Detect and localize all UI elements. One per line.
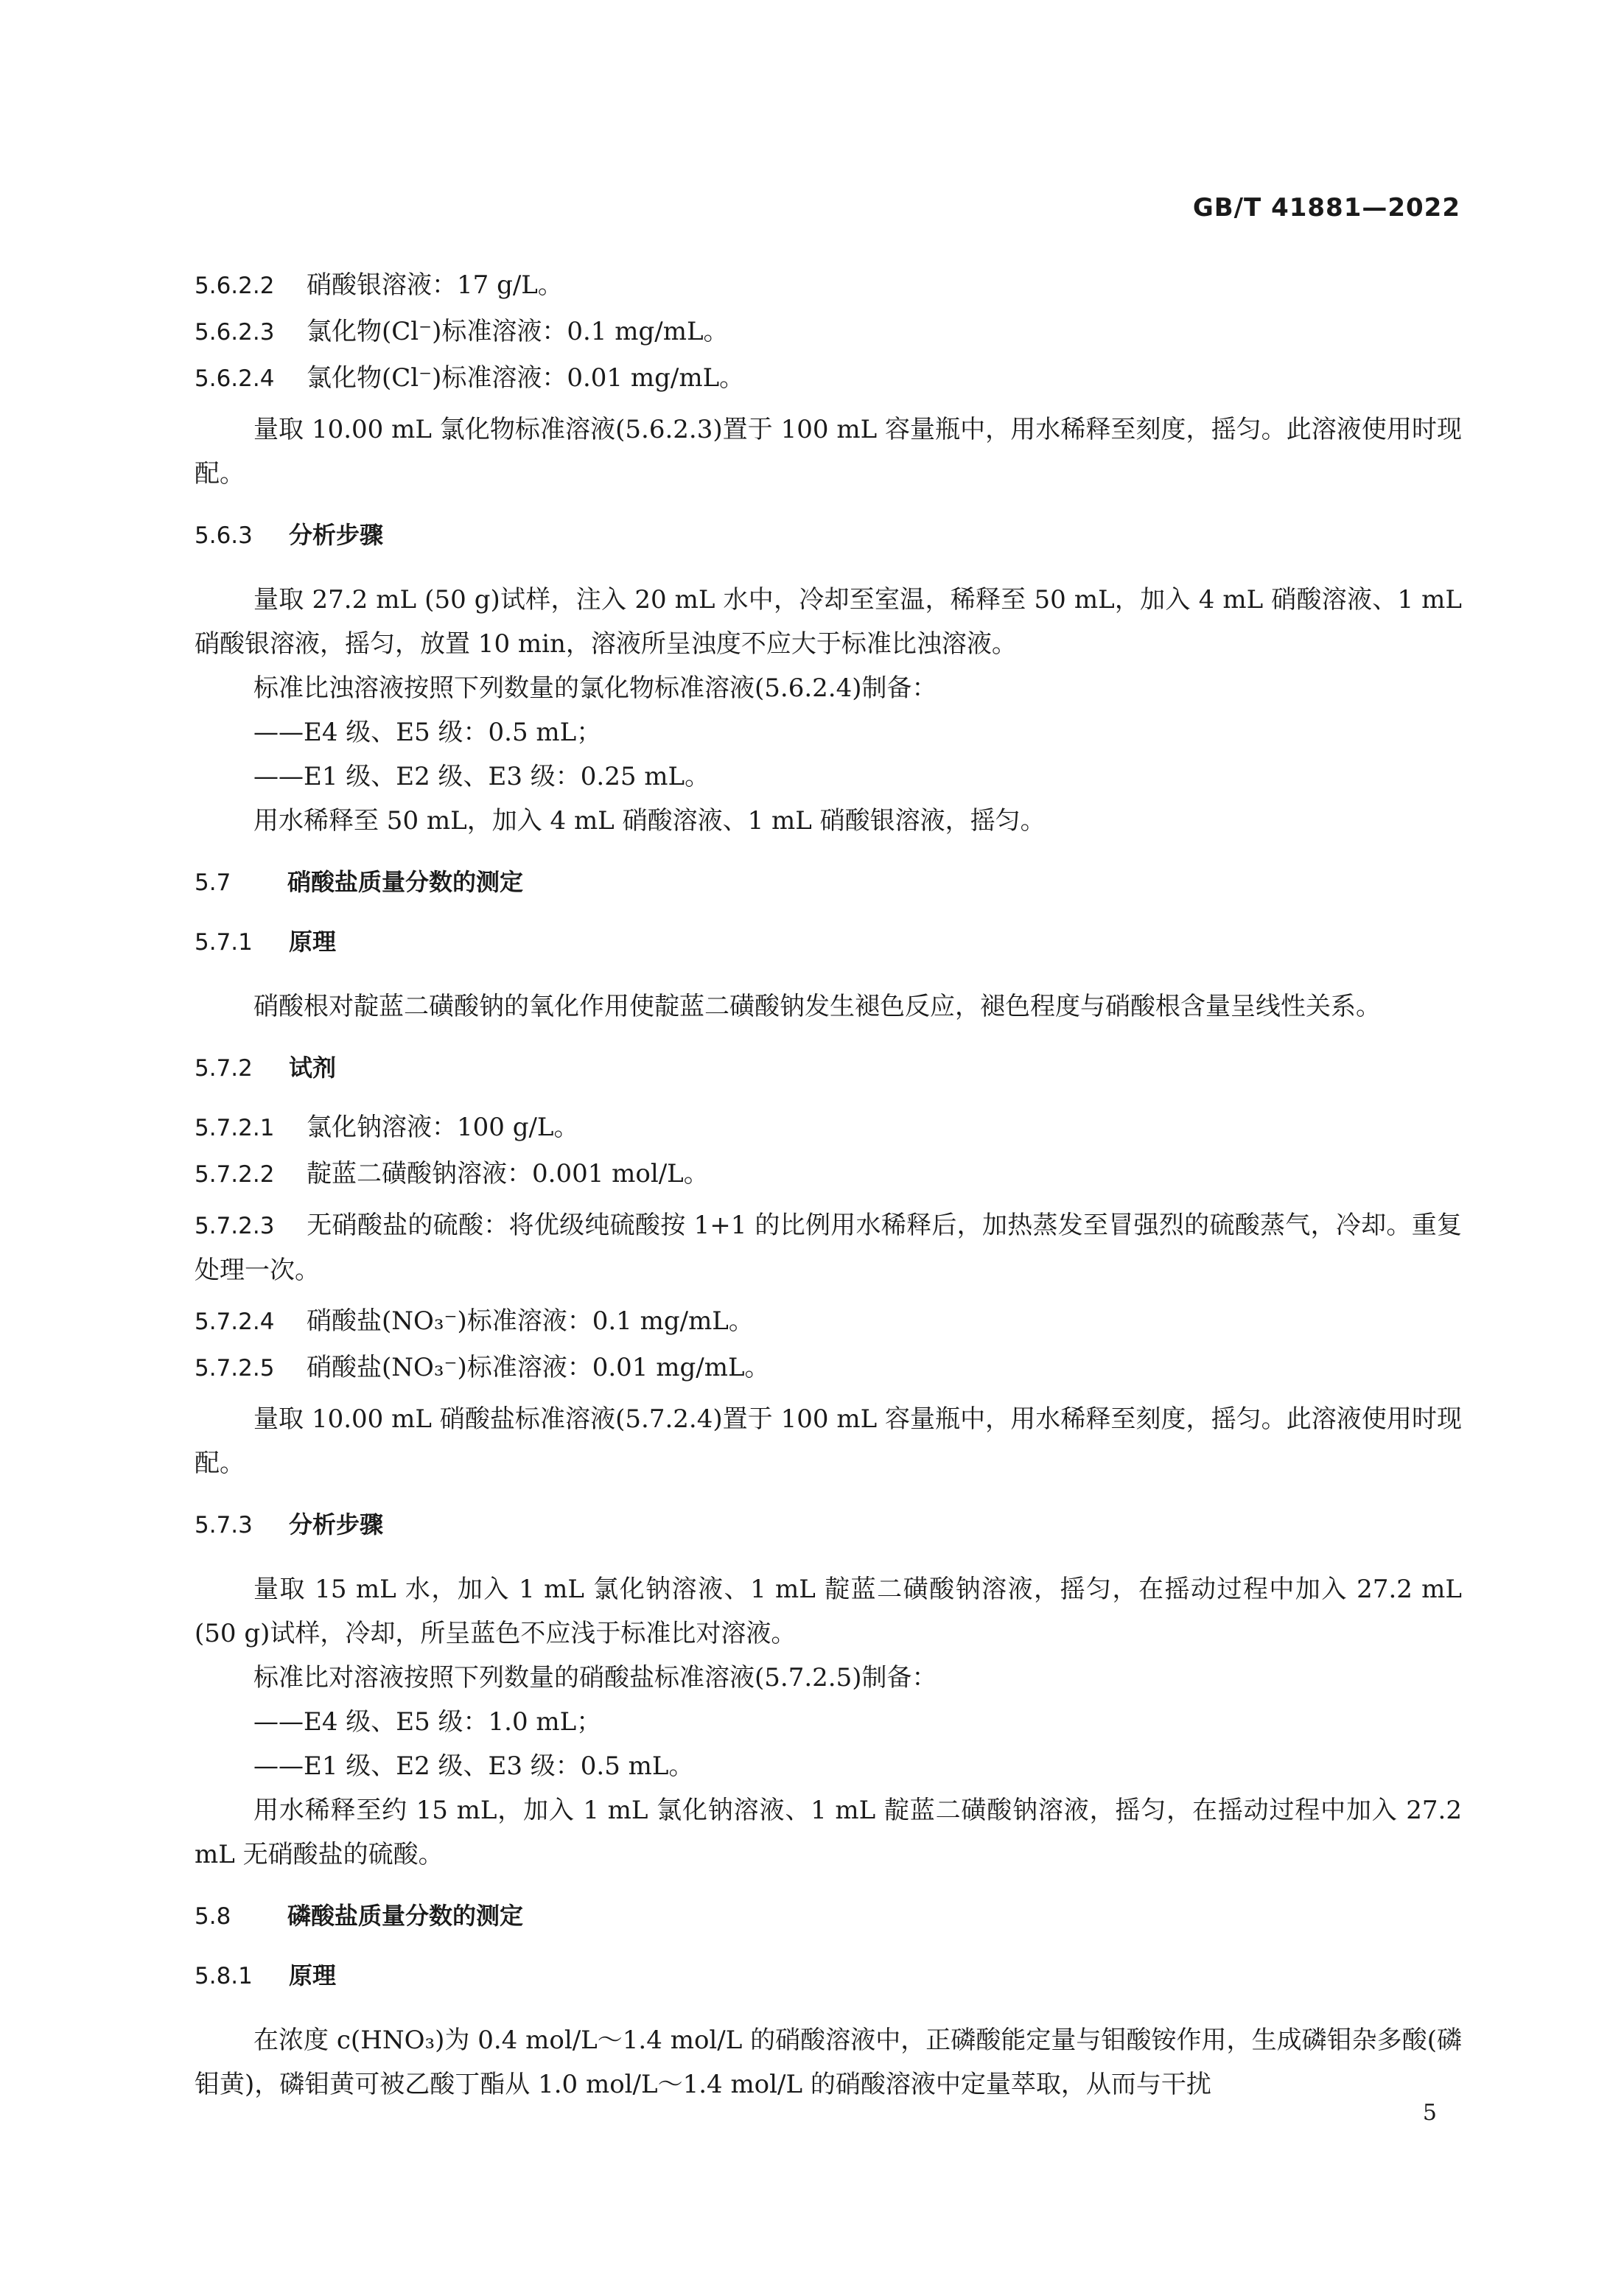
page-number: 5 <box>1422 2100 1437 2126</box>
clause-number: 5.7.2.5 <box>195 1355 275 1382</box>
clause-5-7-2-3 <box>195 1203 1462 1292</box>
clause-5-7-2-5 <box>195 1351 1462 1385</box>
clause-text: 无硝酸盐的硫酸：将优级纯硫酸按 1+1 的比例用水稀释后，加热蒸发至冒强烈的硫酸蒸气，冷却。重复处理一次。 <box>195 1211 1462 1285</box>
clause-text: 氯化物(Cl⁻)标准溶液：0.1 mg/mL。 <box>307 317 729 346</box>
paragraph: 标准比对溶液按照下列数量的硝酸盐标准溶液(5.7.2.5)制备： <box>253 1663 937 1692</box>
clause-5-7-2-1 <box>195 1110 1462 1145</box>
dash-list-item: ——E1 级、E2 级、E3 级：0.25 mL。 <box>253 762 710 791</box>
heading-5-6-3 <box>195 518 1462 553</box>
clause-5-7-2-2 <box>195 1157 1462 1191</box>
heading-5-8 <box>195 1899 1462 1933</box>
heading-text: 磷酸盐质量分数的测定 <box>287 1902 524 1930</box>
paragraph: 量取 10.00 mL 氯化物标准溶液(5.6.2.3)置于 100 mL 容量瓶中，用水稀释至刻度，摇匀。此溶液使用时现配。 <box>195 415 1462 489</box>
heading-text: 分析步骤 <box>289 1510 384 1538</box>
dash-list-item: ——E4 级、E5 级：0.5 mL； <box>253 718 602 747</box>
paragraph: 硝酸根对靛蓝二磺酸钠的氧化作用使靛蓝二磺酸钠发生褪色反应，褪色程度与硝酸根含量呈线性关系。 <box>253 992 1381 1021</box>
clause-number: 5.6.2.4 <box>195 365 275 392</box>
heading-text: 试剂 <box>289 1054 337 1082</box>
clause-text: 氯化钠溶液：100 g/L。 <box>307 1113 579 1142</box>
clause-5-7-2-4 <box>195 1304 1462 1339</box>
clause-text: 硝酸盐(NO₃⁻)标准溶液：0.01 mg/mL。 <box>307 1353 770 1382</box>
clause-number: 5.7.2.3 <box>195 1213 275 1239</box>
heading-5-7-2 <box>195 1051 1462 1085</box>
clause-5-6-2-3 <box>195 315 1462 349</box>
paragraph: 量取 27.2 mL (50 g)试样，注入 20 mL 水中，冷却至室温，稀释至 50 mL，加入 4 mL 硝酸溶液、1 mL 硝酸银溶液，摇匀，放置 10 min，溶液所呈浊度不应大于标准比浊溶液。 <box>195 585 1462 659</box>
document-body <box>195 268 1462 2107</box>
heading-number: 5.8.1 <box>195 1963 253 1989</box>
dash-list-item: ——E4 级、E5 级：1.0 mL； <box>253 1707 602 1737</box>
heading-text: 硝酸盐质量分数的测定 <box>287 868 524 896</box>
clause-number: 5.6.2.3 <box>195 319 275 346</box>
heading-number: 5.7 <box>195 869 231 896</box>
paragraph: 用水稀释至约 15 mL，加入 1 mL 氯化钠溶液、1 mL 靛蓝二磺酸钠溶液，摇匀，在摇动过程中加入 27.2 mL 无硝酸盐的硫酸。 <box>195 1796 1462 1869</box>
clause-number: 5.6.2.2 <box>195 273 275 299</box>
clause-text: 氯化物(Cl⁻)标准溶液：0.01 mg/mL。 <box>307 363 745 393</box>
paragraph: 用水稀释至 50 mL，加入 4 mL 硝酸溶液、1 mL 硝酸银溶液，摇匀。 <box>253 806 1046 836</box>
heading-5-7 <box>195 865 1462 900</box>
clause-text: 硝酸盐(NO₃⁻)标准溶液：0.1 mg/mL。 <box>307 1306 754 1336</box>
paragraph: 量取 15 mL 水，加入 1 mL 氯化钠溶液、1 mL 靛蓝二磺酸钠溶液，摇匀，在摇动过程中加入 27.2 mL (50 g)试样，冷却，所呈蓝色不应浅于标准比对溶液。 <box>195 1575 1462 1648</box>
paragraph: 量取 10.00 mL 硝酸盐标准溶液(5.7.2.4)置于 100 mL 容量瓶中，用水稀释至刻度，摇匀。此溶液使用时现配。 <box>195 1404 1462 1478</box>
clause-5-6-2-4 <box>195 361 1462 396</box>
clause-number: 5.7.2.4 <box>195 1309 275 1335</box>
dash-list-item: ——E1 级、E2 级、E3 级：0.5 mL。 <box>253 1751 694 1781</box>
heading-5-7-1 <box>195 925 1462 959</box>
heading-number: 5.6.3 <box>195 522 253 549</box>
heading-number: 5.7.1 <box>195 929 253 956</box>
clause-number: 5.7.2.2 <box>195 1161 275 1188</box>
heading-number: 5.8 <box>195 1903 231 1930</box>
paragraph: 在浓度 c(HNO₃)为 0.4 mol/L～1.4 mol/L 的硝酸溶液中，正磷酸能定量与钼酸铵作用，生成磷钼杂多酸(磷钼黄)，磷钼黄可被乙酸丁酯从 1.0 mol/L～1.4 mol/L 的硝酸溶液中定量萃取，从而与干扰 <box>195 2026 1462 2099</box>
heading-text: 原理 <box>289 1961 337 1989</box>
paragraph: 标准比浊溶液按照下列数量的氯化物标准溶液(5.6.2.4)制备： <box>253 673 937 703</box>
clause-text: 靛蓝二磺酸钠溶液：0.001 mol/L。 <box>307 1159 709 1188</box>
heading-text: 原理 <box>289 928 337 956</box>
heading-number: 5.7.2 <box>195 1055 253 1082</box>
heading-5-8-1 <box>195 1958 1462 1993</box>
clause-number: 5.7.2.1 <box>195 1115 275 1141</box>
heading-number: 5.7.3 <box>195 1512 253 1538</box>
heading-5-7-3 <box>195 1508 1462 1542</box>
clause-text: 硝酸银溶液：17 g/L。 <box>307 270 563 300</box>
clause-5-6-2-2 <box>195 268 1462 303</box>
standard-number: GB/T 41881—2022 <box>1192 193 1460 223</box>
heading-text: 分析步骤 <box>289 521 384 549</box>
